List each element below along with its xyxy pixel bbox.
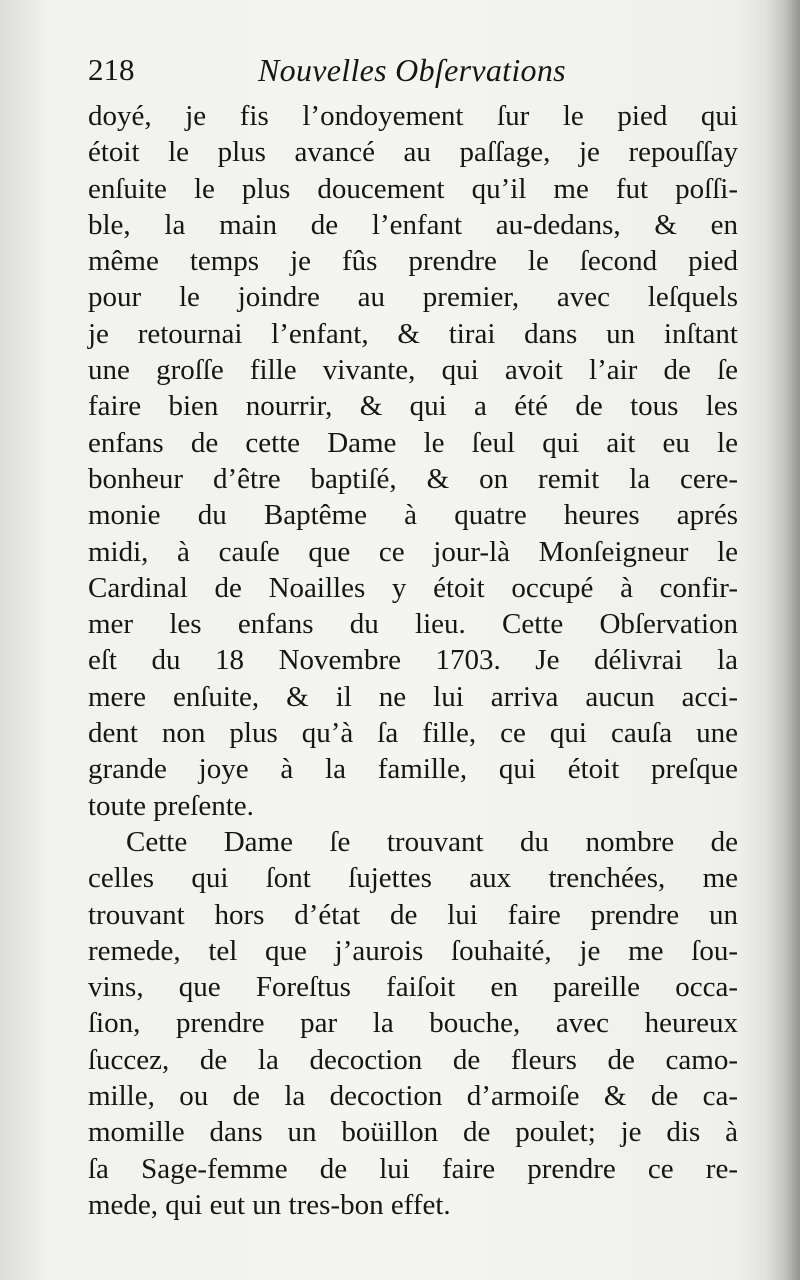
text-line: toute preſente. — [88, 789, 254, 822]
text-line: mede, qui eut un tres-bon effet. — [88, 1188, 451, 1221]
text-line: enfans de cette Dame le ſeul qui ait eu le — [88, 426, 738, 459]
text-line: pour le joindre au premier, avec leſquels — [88, 281, 738, 314]
text-line: midi, à cauſe que ce jour-là Monſeigneur le — [88, 535, 738, 568]
text-line: mer les enfans du lieu. Cette Obſervation — [88, 608, 738, 641]
text-line: une groſſe fille vivante, qui avoit l’air de ſe — [88, 354, 738, 387]
running-title: Nouvelles Obſervations — [258, 52, 566, 88]
text-line: Cette Dame ſe trouvant du nombre de — [126, 825, 738, 858]
text-line: mere enſuite, & il ne lui arriva aucun acci- — [88, 680, 738, 713]
text-line: monie du Baptême à quatre heures aprés — [88, 499, 738, 532]
text-line: dent non plus qu’à ſa fille, ce qui cauſa une — [88, 717, 738, 750]
text-line: celles qui ſont ſujettes aux trenchées, me — [88, 862, 738, 895]
text-line: remede, tel que j’aurois ſouhaité, je me ſou- — [88, 934, 738, 967]
text-line: ſa Sage-femme de lui faire prendre ce re- — [88, 1152, 738, 1185]
text-line: faire bien nourrir, & qui a été de tous les — [88, 390, 738, 423]
text-line: même temps je fûs prendre le ſecond pied — [88, 245, 738, 278]
text-line: bonheur d’être baptiſé, & on remit la cere- — [88, 462, 738, 495]
text-line: Cardinal de Noailles y étoit occupé à confir- — [88, 571, 738, 604]
text-line: je retournai l’enfant, & tirai dans un inſtant — [88, 317, 738, 350]
text-line: vins, que Foreſtus faiſoit en pareille occa- — [88, 971, 738, 1004]
text-line: ſion, prendre par la bouche, avec heureux — [88, 1007, 738, 1040]
text-line: doyé, je fis l’ondoyement ſur le pied qui — [88, 100, 738, 132]
text-line: trouvant hors d’état de lui faire prendre un — [88, 898, 738, 931]
page-header — [88, 44, 738, 92]
text-line: ſuccez, de la decoction de fleurs de camo- — [88, 1043, 738, 1076]
text-line: momille dans un boüillon de poulet; je dis à — [88, 1116, 738, 1149]
page-edge-shadow — [766, 0, 800, 1280]
text-line: ble, la main de l’enfant au-dedans, & en — [88, 208, 738, 241]
text-line: étoit le plus avancé au paſſage, je repouſſay — [88, 136, 738, 169]
text-line: eſt du 18 Novembre 1703. Je délivrai la — [88, 644, 738, 677]
page-number: 218 — [88, 52, 135, 87]
text-line: grande joye à la famille, qui étoit preſque — [88, 753, 738, 786]
text-line: mille, ou de la decoction d’armoiſe & de ca- — [88, 1080, 738, 1113]
text-line: enſuite le plus doucement qu’il me fut poſſi- — [88, 172, 738, 205]
body-text — [88, 98, 738, 1223]
